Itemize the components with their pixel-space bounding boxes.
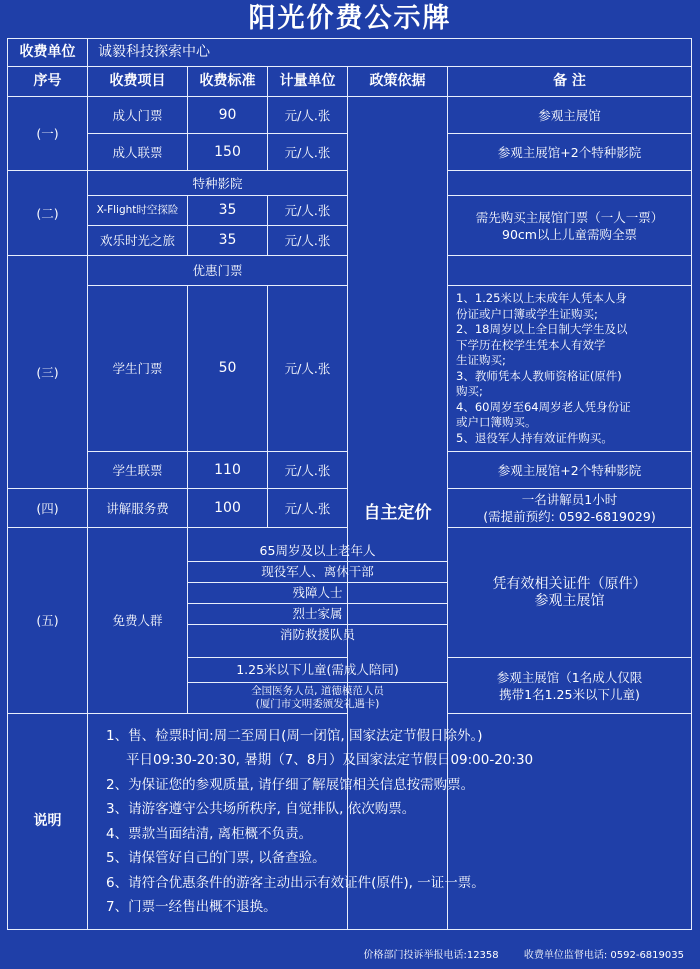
sec3-heading: 优惠门票: [88, 256, 348, 286]
note-cell-empty: [448, 256, 692, 286]
unit-cell: 元/人.张: [268, 196, 348, 226]
notes-line: 7、门票一经售出概不退换。: [106, 899, 277, 915]
item-cell: 欢乐时光之旅: [88, 226, 188, 256]
item-cell: 学生门票: [88, 286, 188, 452]
header-row: [8, 67, 692, 97]
complaint-phone: 价格部门投诉举报电话:12358: [363, 950, 499, 961]
sec5-note-b-line1: 参观主展馆（1名成人仅限: [496, 669, 643, 685]
fee-table: [7, 38, 692, 930]
sec5-note-a: [448, 528, 692, 658]
student-note-line: 下学历在校学生凭本人有效学: [456, 337, 606, 352]
unit-cell: 元/人.张: [268, 286, 348, 452]
unit-label: 收费单位: [8, 39, 88, 67]
note-cell: 参观主展馆: [448, 97, 692, 134]
notes-line: 2、为保证您的参观质量, 请仔细了解展馆相关信息按需购票。: [106, 776, 475, 793]
header-item: 收费项目: [88, 67, 188, 97]
student-note-line: 4、60周岁至64周岁老人凭身份证: [456, 399, 631, 414]
fee-board: [7, 38, 691, 944]
notes-label: 说明: [8, 714, 88, 930]
student-note-line: 或户口簿购买。: [456, 415, 537, 429]
free-group-last-line2: (厦门市文明委颁发礼遇卡): [255, 697, 380, 710]
item-cell: X-Flight时空探险: [88, 196, 188, 226]
header-no: 序号: [8, 67, 88, 97]
note-cell-empty: [448, 171, 692, 196]
free-group-last-line1: 全国医务人员, 道德模范人员: [251, 684, 384, 697]
supervise-phone: 收费单位监督电话: 0592-6819035: [523, 950, 684, 961]
sec4-no: (四): [8, 489, 88, 528]
sec2-note-line2: 90cm以上儿童需购全票: [502, 226, 637, 242]
note-cell: 参观主展馆+2个特种影院: [448, 134, 692, 171]
unit-cell: 元/人.张: [268, 97, 348, 134]
price-cell: 90: [188, 97, 268, 134]
free-group-last: [188, 682, 447, 713]
free-group: 烈士家属: [188, 603, 447, 624]
unit-cell: 元/人.张: [268, 226, 348, 256]
unit-cell: 元/人.张: [268, 452, 348, 489]
table-row: [8, 97, 692, 134]
header-note: 备 注: [448, 67, 692, 97]
notes-line: 6、请符合优惠条件的游客主动出示有效证件(原件), 一证一票。: [106, 874, 485, 891]
note-cell: 参观主展馆+2个特种影院: [448, 452, 692, 489]
unit-value: 诚毅科技探索中心: [88, 39, 692, 67]
unit-row: [8, 39, 692, 67]
sec4-note-line1: 一名讲解员1小时: [521, 492, 618, 507]
free-group: 1.25米以下儿童(需成人陪同): [188, 658, 447, 682]
free-group: 现役军人、离休干部: [188, 561, 447, 582]
sec5-note-b-line2: 携带1名1.25米以下儿童): [499, 686, 640, 702]
student-note-line: 2、18周岁以上全日制大学生及以: [456, 322, 628, 336]
student-notes: [448, 286, 692, 452]
student-note-line: 5、退役军人持有效证件购买。: [456, 430, 613, 445]
price-cell: 35: [188, 226, 268, 256]
header-policy: 政策依据: [348, 67, 448, 97]
sec3-no: (三): [8, 256, 88, 489]
unit-cell: 元/人.张: [268, 489, 348, 528]
item-cell: 成人门票: [88, 97, 188, 134]
item-cell: 成人联票: [88, 134, 188, 171]
sec4-note: [448, 489, 692, 528]
free-groups: [188, 528, 448, 658]
student-note-line: 份证或户口簿或学生证购买;: [456, 306, 598, 321]
sec4-note-line2: (需提前预约: 0592-6819029): [483, 509, 656, 524]
price-cell: 100: [188, 489, 268, 528]
student-note-line: 购买;: [456, 384, 483, 398]
unit-cell: 元/人.张: [268, 134, 348, 171]
sec2-heading: 特种影院: [88, 171, 348, 196]
page-title: 阳光价费公示牌: [248, 3, 452, 34]
notes-row: [8, 714, 692, 930]
policy-cell: 自主定价: [348, 97, 448, 930]
price-cell: 110: [188, 452, 268, 489]
sec5-item: 免费人群: [88, 528, 188, 714]
table-row: [8, 528, 692, 658]
sec2-note-line1: 需先购买主展馆门票（一人一票）: [475, 209, 664, 225]
footer: [0, 946, 690, 966]
student-note-line: 生证购买;: [456, 353, 506, 367]
sec5-note-b: [448, 658, 692, 714]
price-cell: 35: [188, 196, 268, 226]
free-group: 残障人士: [188, 582, 447, 603]
notes-line: 3、请游客遵守公共场所秩序, 自觉排队, 依次购票。: [106, 801, 416, 817]
student-note-line: 1、1.25米以上未成年人凭本人身: [456, 291, 627, 305]
notes-line: 4、票款当面结清, 离柜概不负责。: [106, 825, 313, 842]
student-note-line: 3、教师凭本人教师资格证(原件): [456, 368, 622, 383]
sec5-note-a-line2: 参观主展馆: [534, 592, 605, 609]
sec2-note: [448, 196, 692, 256]
sec5-no: (五): [8, 528, 88, 714]
free-group: 65周岁及以上老年人: [188, 540, 447, 561]
notes-content: [88, 714, 692, 930]
header-unit: 计量单位: [268, 67, 348, 97]
free-groups-2: [188, 658, 448, 714]
sec2-no: (二): [8, 171, 88, 256]
item-cell: 学生联票: [88, 452, 188, 489]
notes-line: 5、请保管好自己的门票, 以备查验。: [106, 850, 326, 866]
sec5-note-a-line1: 凭有效相关证件（原件）: [492, 575, 647, 592]
sec1-no: (一): [8, 97, 88, 171]
notes-line: 平日09:30-20:30, 暑期（7、8月）及国家法定节假日09:00-20:30: [126, 752, 534, 768]
notes-line: 1、售、检票时间:周二至周日(周一闭馆, 国家法定节假日除外。): [106, 727, 483, 744]
item-cell: 讲解服务费: [88, 489, 188, 528]
header-price: 收费标准: [188, 67, 268, 97]
price-cell: 150: [188, 134, 268, 171]
price-cell: 50: [188, 286, 268, 452]
free-group: 消防救援队员: [279, 627, 355, 643]
